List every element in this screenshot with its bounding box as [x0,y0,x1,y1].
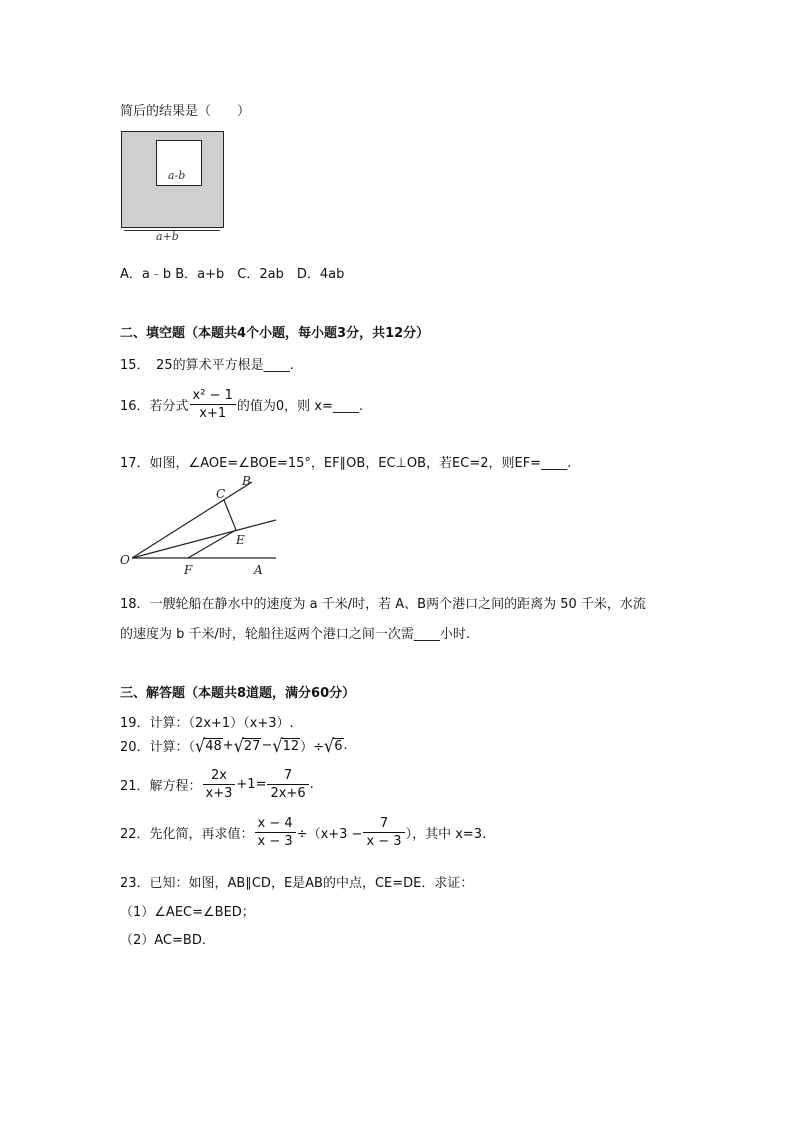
q23: 23．已知：如图，AB∥CD，E是AB的中点，CE=DE．求证： [120,876,474,891]
label-c: C [216,487,226,501]
q20-radicand-3: 12 [282,738,300,754]
q20-radicand-2: 27 [243,738,261,754]
sqrt-sign: √ [324,734,335,757]
q20-prefix: 20．计算：（ [120,740,196,755]
q21-f2-denominator: 2x+6 [270,786,306,801]
q21-f2-numerator: 7 [267,768,308,785]
q22-prefix: 22．先化简，再求值： [120,827,254,842]
q21-fraction-1 [203,768,236,801]
section3-heading: 三、解答题（本题共8道题，满分60分） [120,686,356,701]
q22 [120,816,486,849]
label-e: E [236,533,245,547]
q22-fraction-1 [255,816,296,849]
q23-part2: （2）AC=BD. [120,933,206,948]
q17: 17．如图，∠AOE=∠BOE=15°，EF∥OB，EC⊥OB，若EC=2，则EF=____. [120,456,572,471]
q15: 15． 25的算术平方根是____. [120,358,294,373]
q23-part1: （1）∠AEC=∠BED； [120,905,255,920]
q21-end: . [309,777,314,792]
inner-square [156,140,202,186]
angle-figure [118,474,280,578]
q22-fraction-2 [363,816,404,849]
label-f: F [184,563,193,577]
sqrt-sign: √ [195,734,206,757]
q22-f1-numerator: x − 4 [255,816,296,833]
q19: 19．计算：（2x+1）（x+3）. [120,716,294,731]
q16-fraction [190,388,236,421]
q18-line2: 的速度为 b 千米/时，轮船往返两个港口之间一次需____小时. [120,627,471,642]
q21-prefix: 21．解方程： [120,779,202,794]
ray-oe [132,520,276,558]
q21-f1-denominator: x+3 [205,786,233,801]
outer-square-label: a+b [156,230,179,243]
q22-mid: ÷（x+3 − [296,827,363,842]
q20-radicand-1: 48 [205,738,222,754]
q18-line1: 18．一艘轮船在静水中的速度为 a 千米/时，若 A、B两个港口之间的距离为 50 千米，水流 [120,597,646,612]
section2-heading: 二、填空题（本题共4个小题，每小题3分，共12分） [120,326,430,341]
q20-minus: − [261,738,273,753]
q14-options: A．a﹣b B．a+b C．2ab D．4ab [120,267,345,282]
q21 [120,768,314,801]
ray-ob [132,482,252,558]
q20-divide: ）÷ [300,740,325,755]
q16-numerator: x² − 1 [190,388,236,405]
segment-ef [188,530,236,558]
q20-end: . [343,738,348,753]
sqrt-sign: √ [272,734,283,757]
label-b: B [242,474,251,488]
q22-f1-denominator: x − 3 [257,834,293,849]
segment-ec [224,500,236,530]
q21-fraction-2 [267,768,308,801]
q16 [120,388,363,421]
square-figure [120,130,226,248]
q16-suffix: 的值为0，则 x=____. [236,399,364,414]
label-a: A [254,563,263,577]
q16-prefix: 16．若分式 [120,399,189,414]
q21-mid: +1= [236,777,267,792]
q22-end: ），其中 x=3. [405,827,487,842]
q21-f1-numerator: 2x [203,768,236,785]
q14-stem-tail: 简后的结果是（ ） [120,104,251,119]
label-o: O [120,553,130,567]
q22-f2-numerator: 7 [363,816,404,833]
q20-plus: + [222,738,234,753]
q20-radicand-4: 6 [334,738,343,754]
inner-square-label: a-b [168,169,186,182]
q16-denominator: x+1 [199,406,227,421]
q22-f2-denominator: x − 3 [366,834,402,849]
sqrt-sign: √ [233,734,244,757]
q20 [120,736,348,755]
